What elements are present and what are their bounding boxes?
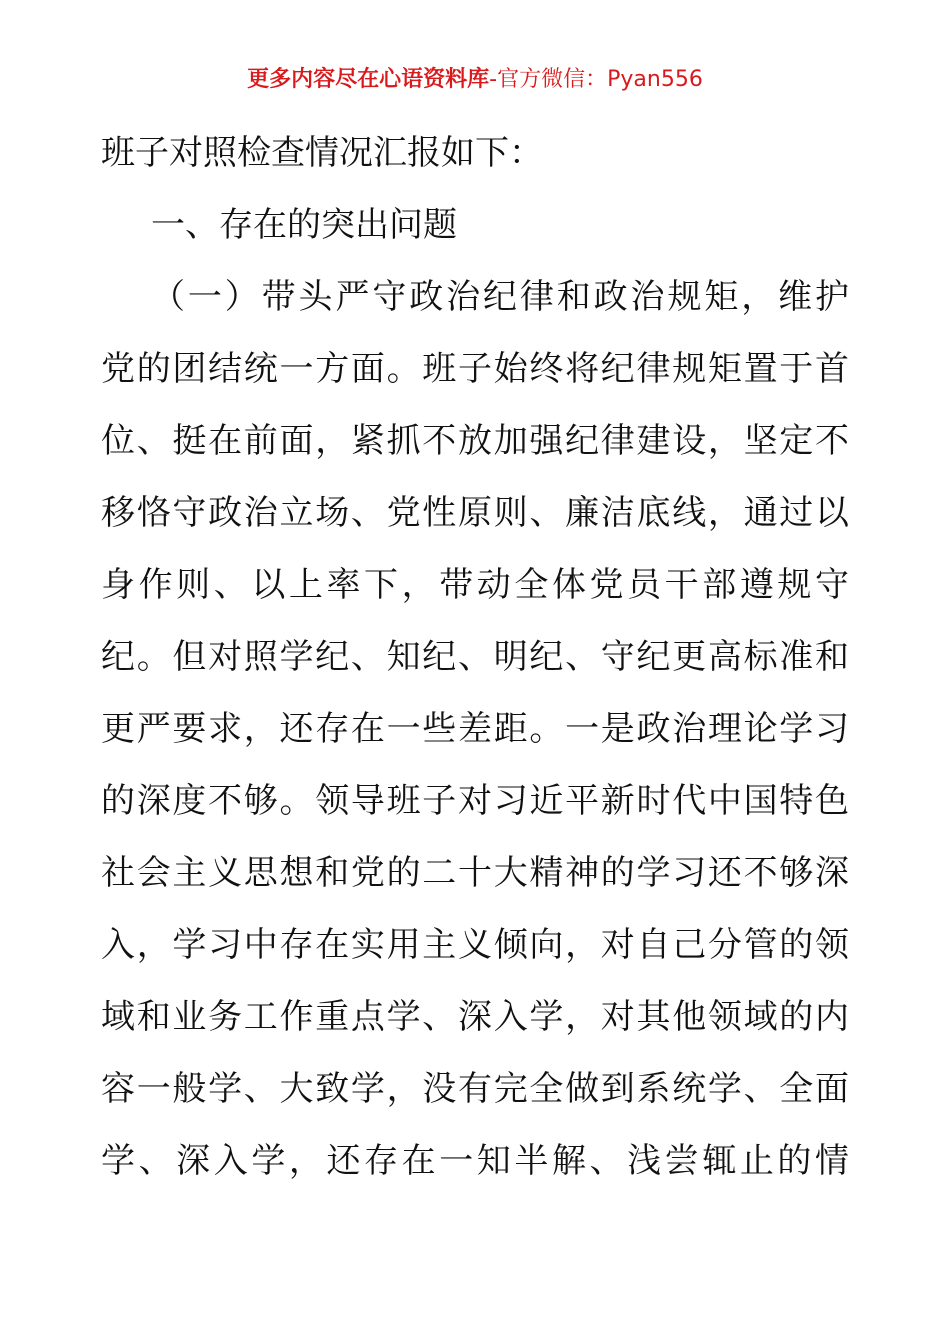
paragraph-line: 社会主义思想和党的二十大精神的学习还不够深 [101, 853, 849, 893]
paragraph-line: 更严要求，还存在一些差距。一是政治理论学习 [101, 709, 849, 749]
watermark-text-wechat: -官方微信：Pyan556 [489, 67, 703, 92]
paragraph-line: 容一般学、大致学，没有完全做到系统学、全面 [101, 1069, 849, 1109]
subsection-heading: （一）带头严守政治纪律和政治规矩，维护 [151, 277, 849, 317]
paragraph-line: 纪。但对照学纪、知纪、明纪、守纪更高标准和 [101, 637, 849, 677]
paragraph-line: 学、深入学，还存在一知半解、浅尝辄止的情 [101, 1141, 849, 1181]
paragraph-line: 身作则、以上率下，带动全体党员干部遵规守 [101, 565, 849, 605]
watermark-text-library: 更多内容尽在心语资料库 [247, 67, 490, 92]
paragraph-line: 域和业务工作重点学、深入学，对其他领域的内 [101, 997, 849, 1037]
section-heading: 一、存在的突出问题 [151, 205, 457, 245]
paragraph-line: 党的团结统一方面。班子始终将纪律规矩置于首 [101, 349, 849, 389]
paragraph-line: 移恪守政治立场、党性原则、廉洁底线，通过以 [101, 493, 849, 533]
intro-line: 班子对照检查情况汇报如下： [101, 133, 543, 173]
watermark-banner [0, 66, 950, 94]
paragraph-line: 入，学习中存在实用主义倾向，对自己分管的领 [101, 925, 849, 965]
paragraph-line: 位、挺在前面，紧抓不放加强纪律建设，坚定不 [101, 421, 849, 461]
paragraph-line: 的深度不够。领导班子对习近平新时代中国特色 [101, 781, 849, 821]
